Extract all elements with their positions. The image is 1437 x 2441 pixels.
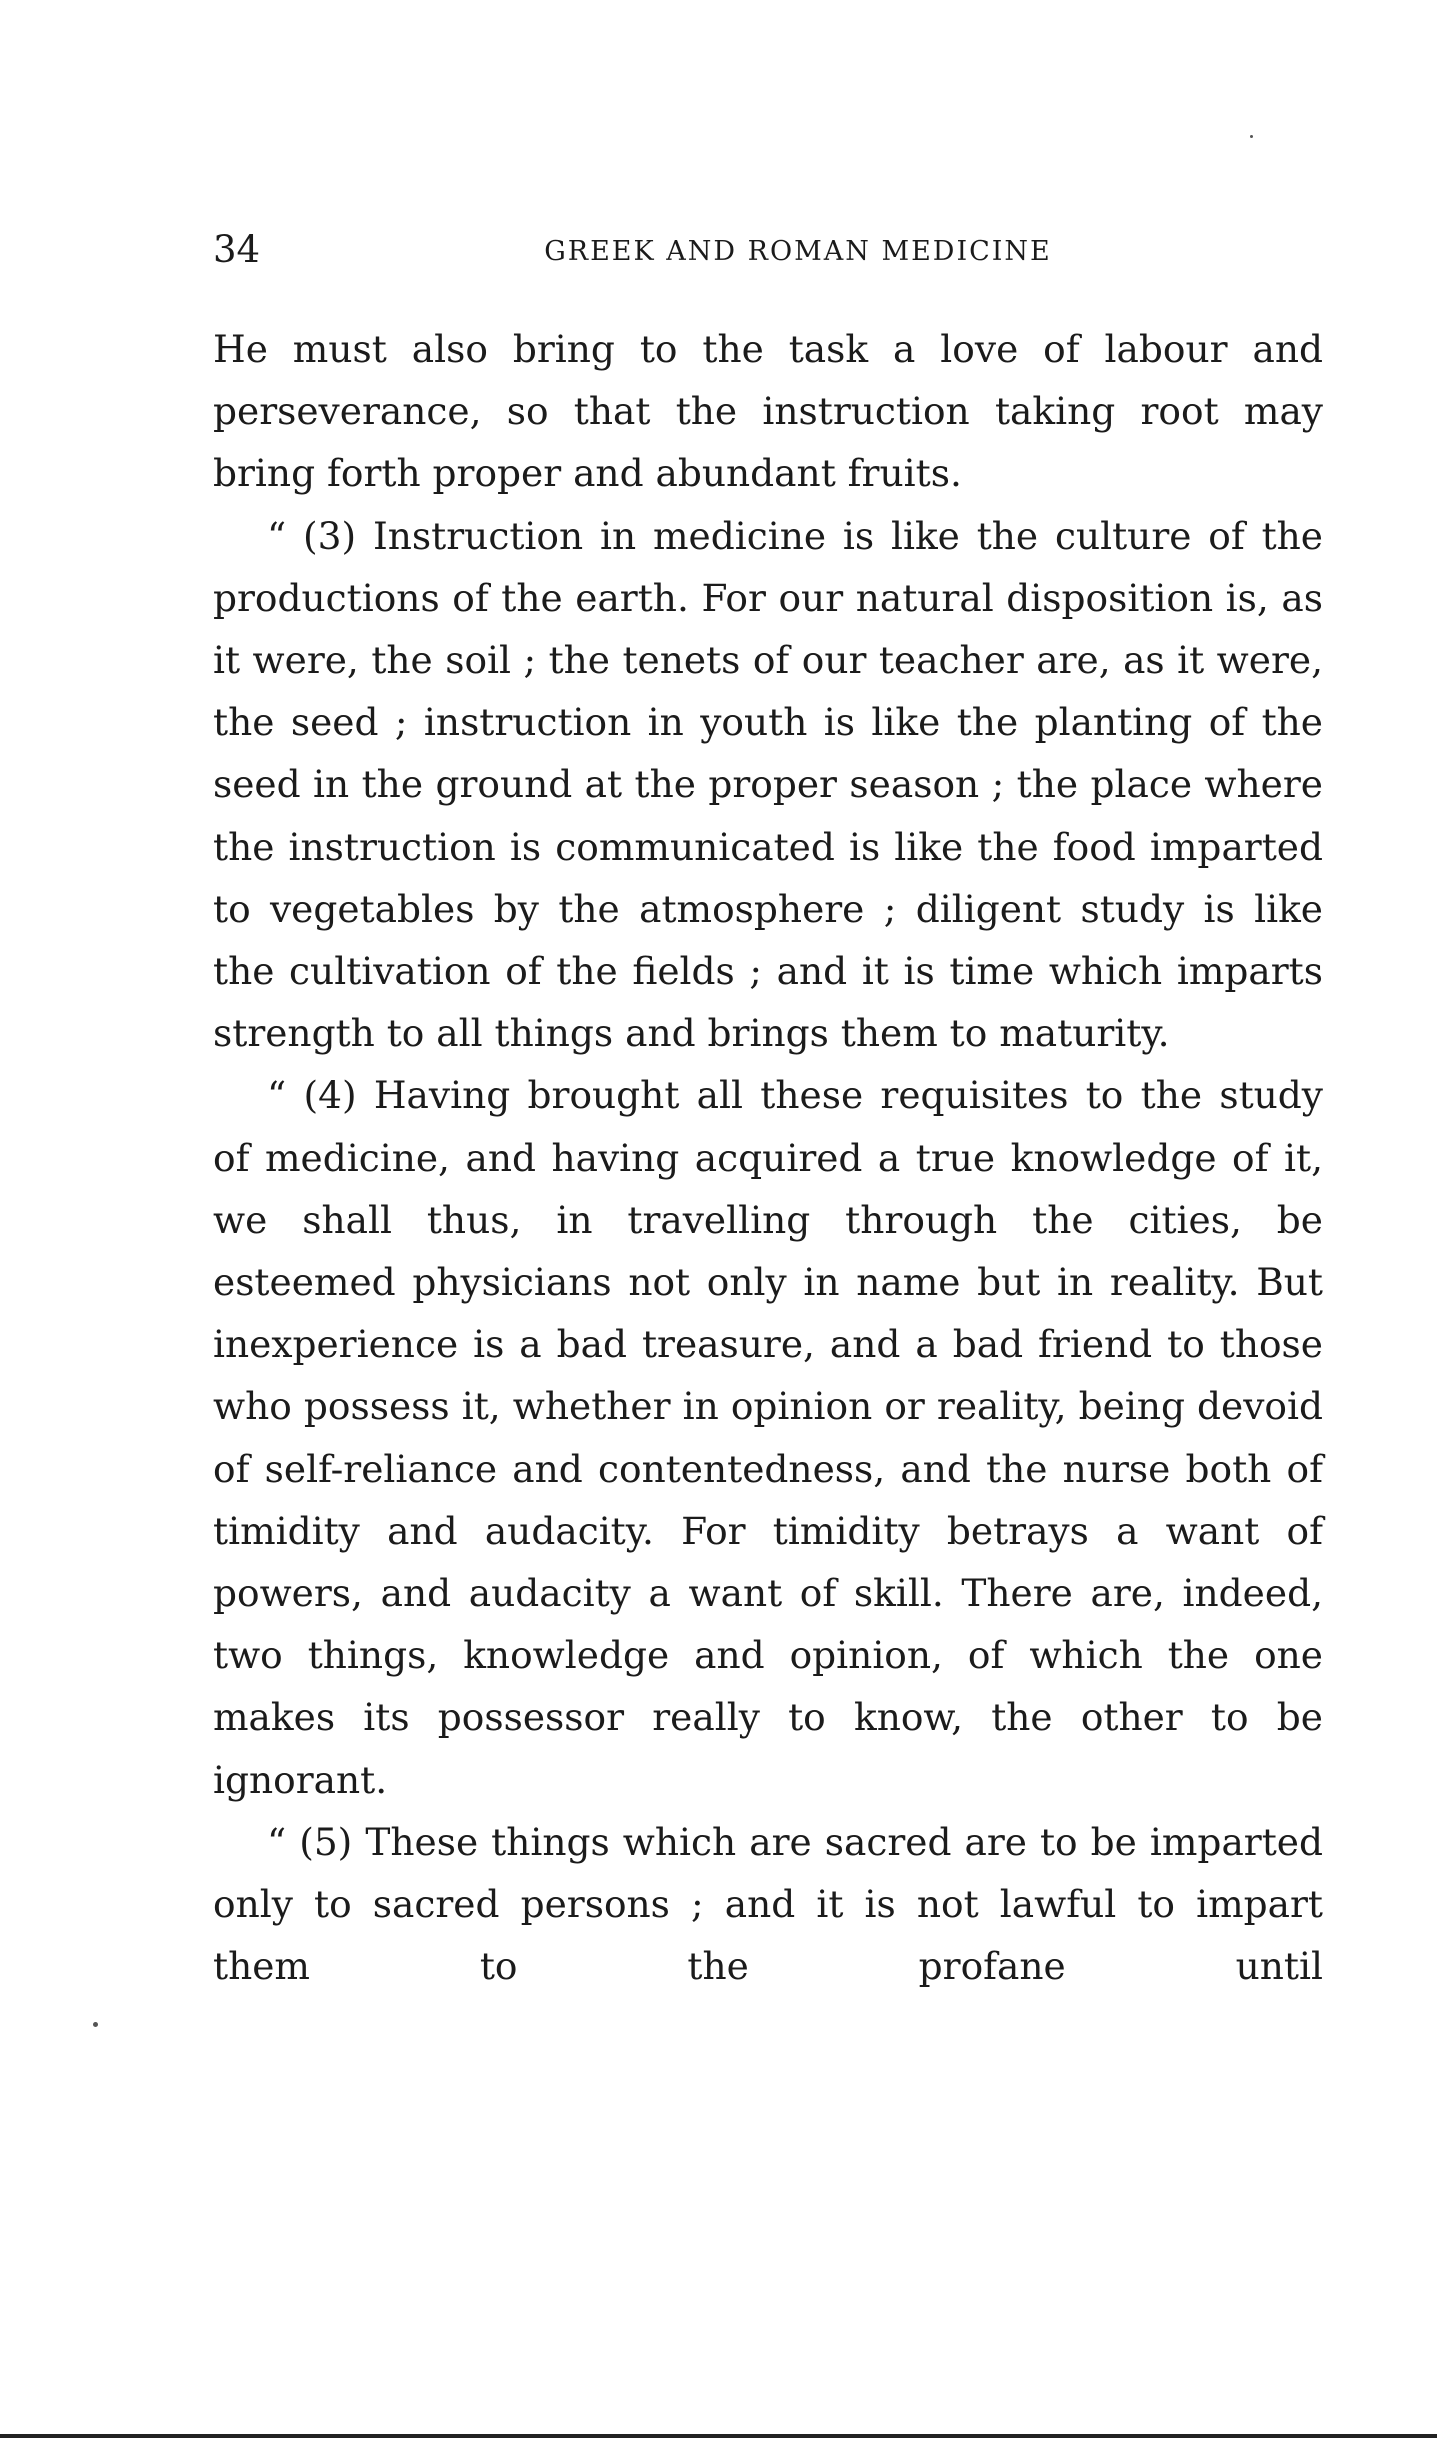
body-text <box>213 318 1323 1997</box>
margin-speck <box>1250 135 1253 138</box>
margin-speck <box>93 2022 98 2027</box>
paragraph-4: “ (4) Having brought all these requisites to the study of medicine, and having acquired a true knowledge of it, we shall thus, in travelling through the cities, be esteemed physicians not only in name but in reality. But inexperience is a bad treasure, and a bad friend to those who possess it, whether in opinion or reality, being devoid of self-reliance and contentedness, and the nurse both of timidity and audacity. For timidity betrays a want of powers, and audacity a want of skill. There are, indeed, two things, knowledge and opinion, of which the one makes its possessor really to know, the other to be ignorant. <box>213 1073 1323 1802</box>
running-head <box>213 225 1323 275</box>
scan-edge-line <box>0 2434 1437 2438</box>
paragraph-3: “ (3) Instruction in medicine is like the culture of the productions of the earth. For our natural disposition is, as it were, the soil ; the tenets of our teacher are, as it were, the seed ; instruction in youth is like the planting of the seed in the ground at the proper season ; the place where the instruction is communicated is like the food imparted to vegetables by the atmosphere ; diligent study is like the cultivation of the fields ; and it is time which imparts strength to all things and brings them to maturity. <box>213 513 1323 1056</box>
paragraph-continuation: He must also bring to the task a love of labour and perseverance, so that the instruction taking root may bring forth proper and abundant fruits. <box>213 327 1323 496</box>
paragraph-5: “ (5) These things which are sacred are to be imparted only to sacred persons ; and it is not lawful to impart them to the profane until <box>213 1819 1323 1989</box>
page-number: 34 <box>213 228 261 271</box>
running-title: GREEK AND ROMAN MEDICINE <box>544 236 1052 267</box>
